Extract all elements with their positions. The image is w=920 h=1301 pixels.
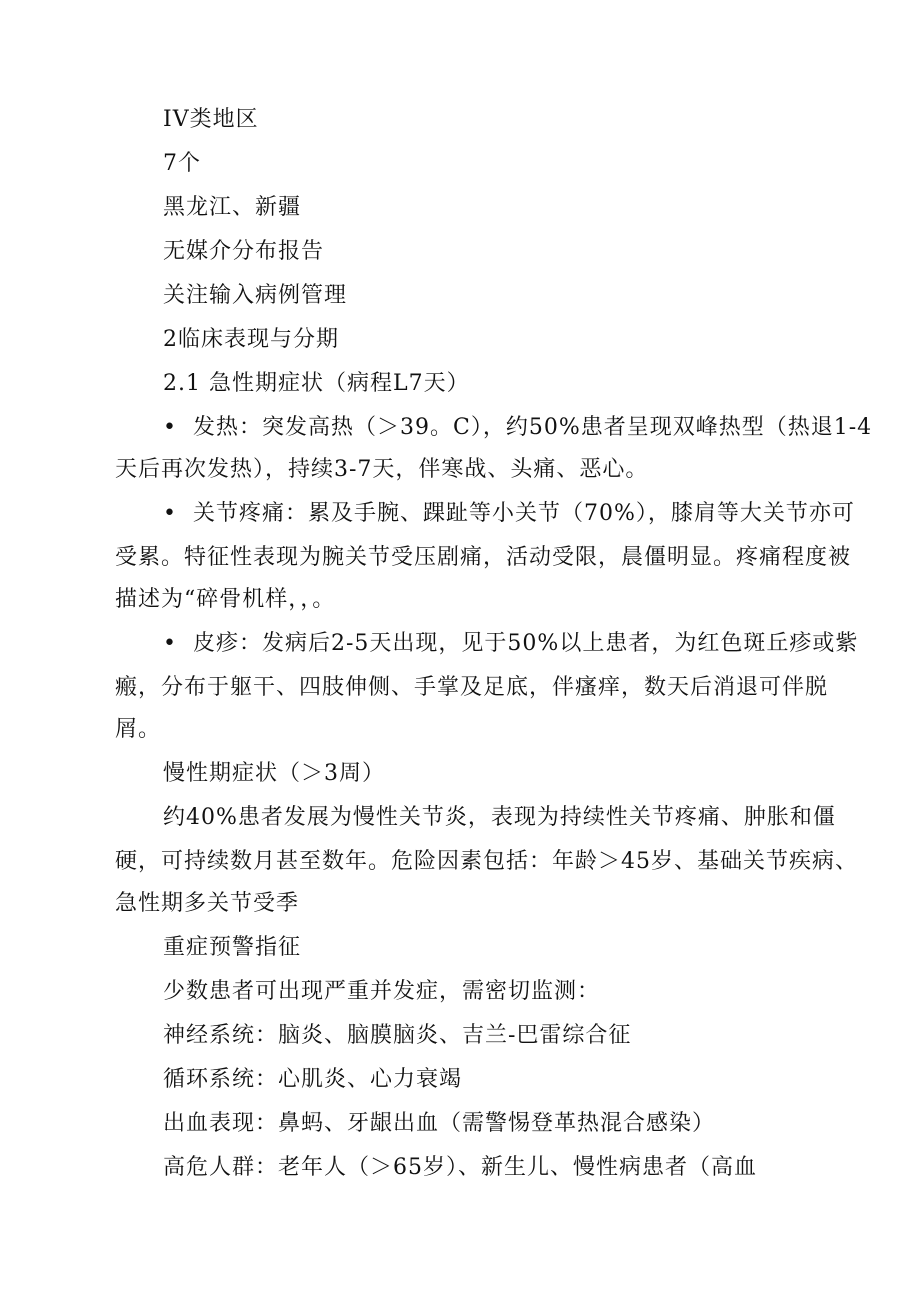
text-line: 约40%患者发展为慢性关节炎，表现为持续性关节疼痛、肿胀和僵	[163, 805, 836, 830]
text-line: IV类地区	[163, 107, 259, 132]
text-line: 循环系统：心肌炎、心力衰竭	[163, 1067, 463, 1092]
text-line: 受累。特征性表现为腕关节受压剧痛，活动受限，晨僵明显。疼痛程度被	[115, 545, 852, 570]
bullet-item	[163, 413, 872, 443]
text-line: 天后再次发热），持续3-7天，伴寒战、头痛、恶心。	[115, 457, 649, 482]
text-line: 出血表现：鼻蚂、牙龈出血（需警惕登革热混合感染）	[163, 1111, 716, 1136]
bullet-icon: •	[163, 415, 177, 440]
text-line: 少数患者可出现严重并发症，需密切监测：	[163, 979, 601, 1004]
text-line: 高危人群：老年人（＞65岁）、新生儿、慢性病患者（高血	[163, 1155, 757, 1180]
text-line: 瘢，分布于躯干、四肢伸侧、手掌及足底，伴瘙痒，数天后消退可伴脱	[115, 675, 829, 700]
bullet-text: 发热：突发高热（＞39。C），约50%患者呈现双峰热型（热退1-4	[193, 415, 873, 440]
bullet-text: 关节疼痛：累及手腕、踝趾等小关节（70%），膝肩等大关节亦可	[193, 501, 855, 526]
bullet-item	[163, 629, 858, 659]
text-line: 屑。	[115, 717, 162, 742]
subsection-heading: 慢性期症状（＞3周）	[163, 761, 385, 786]
bullet-icon: •	[163, 631, 177, 656]
bullet-icon: •	[163, 501, 177, 526]
subsection-heading: 2.1 急性期症状（病程L7天）	[163, 371, 470, 396]
text-line: 硬，可持续数月甚至数年。危险因素包括：年龄＞45岁、基础关节疾病、	[115, 849, 858, 874]
text-line: 急性期多关节受季	[115, 891, 300, 916]
text-line: 无媒介分布报告	[163, 239, 325, 264]
bullet-text: 皮疹：发病后2-5天出现，见于50%以上患者，为红色斑丘疹或紫	[193, 631, 859, 656]
text-line: 关注输入病例管理	[163, 283, 348, 308]
bullet-item	[163, 499, 855, 529]
text-line: 黑龙江、新疆	[163, 195, 302, 220]
text-line: 神经系统：脑炎、脑膜脑炎、吉兰-巴雷综合征	[163, 1023, 632, 1048]
text-line: 7个	[163, 151, 201, 176]
text-line: 描述为“碎骨机样，，。	[115, 587, 336, 612]
subsection-heading: 重症预警指征	[163, 935, 302, 960]
section-heading: 2临床表现与分期	[163, 327, 339, 352]
